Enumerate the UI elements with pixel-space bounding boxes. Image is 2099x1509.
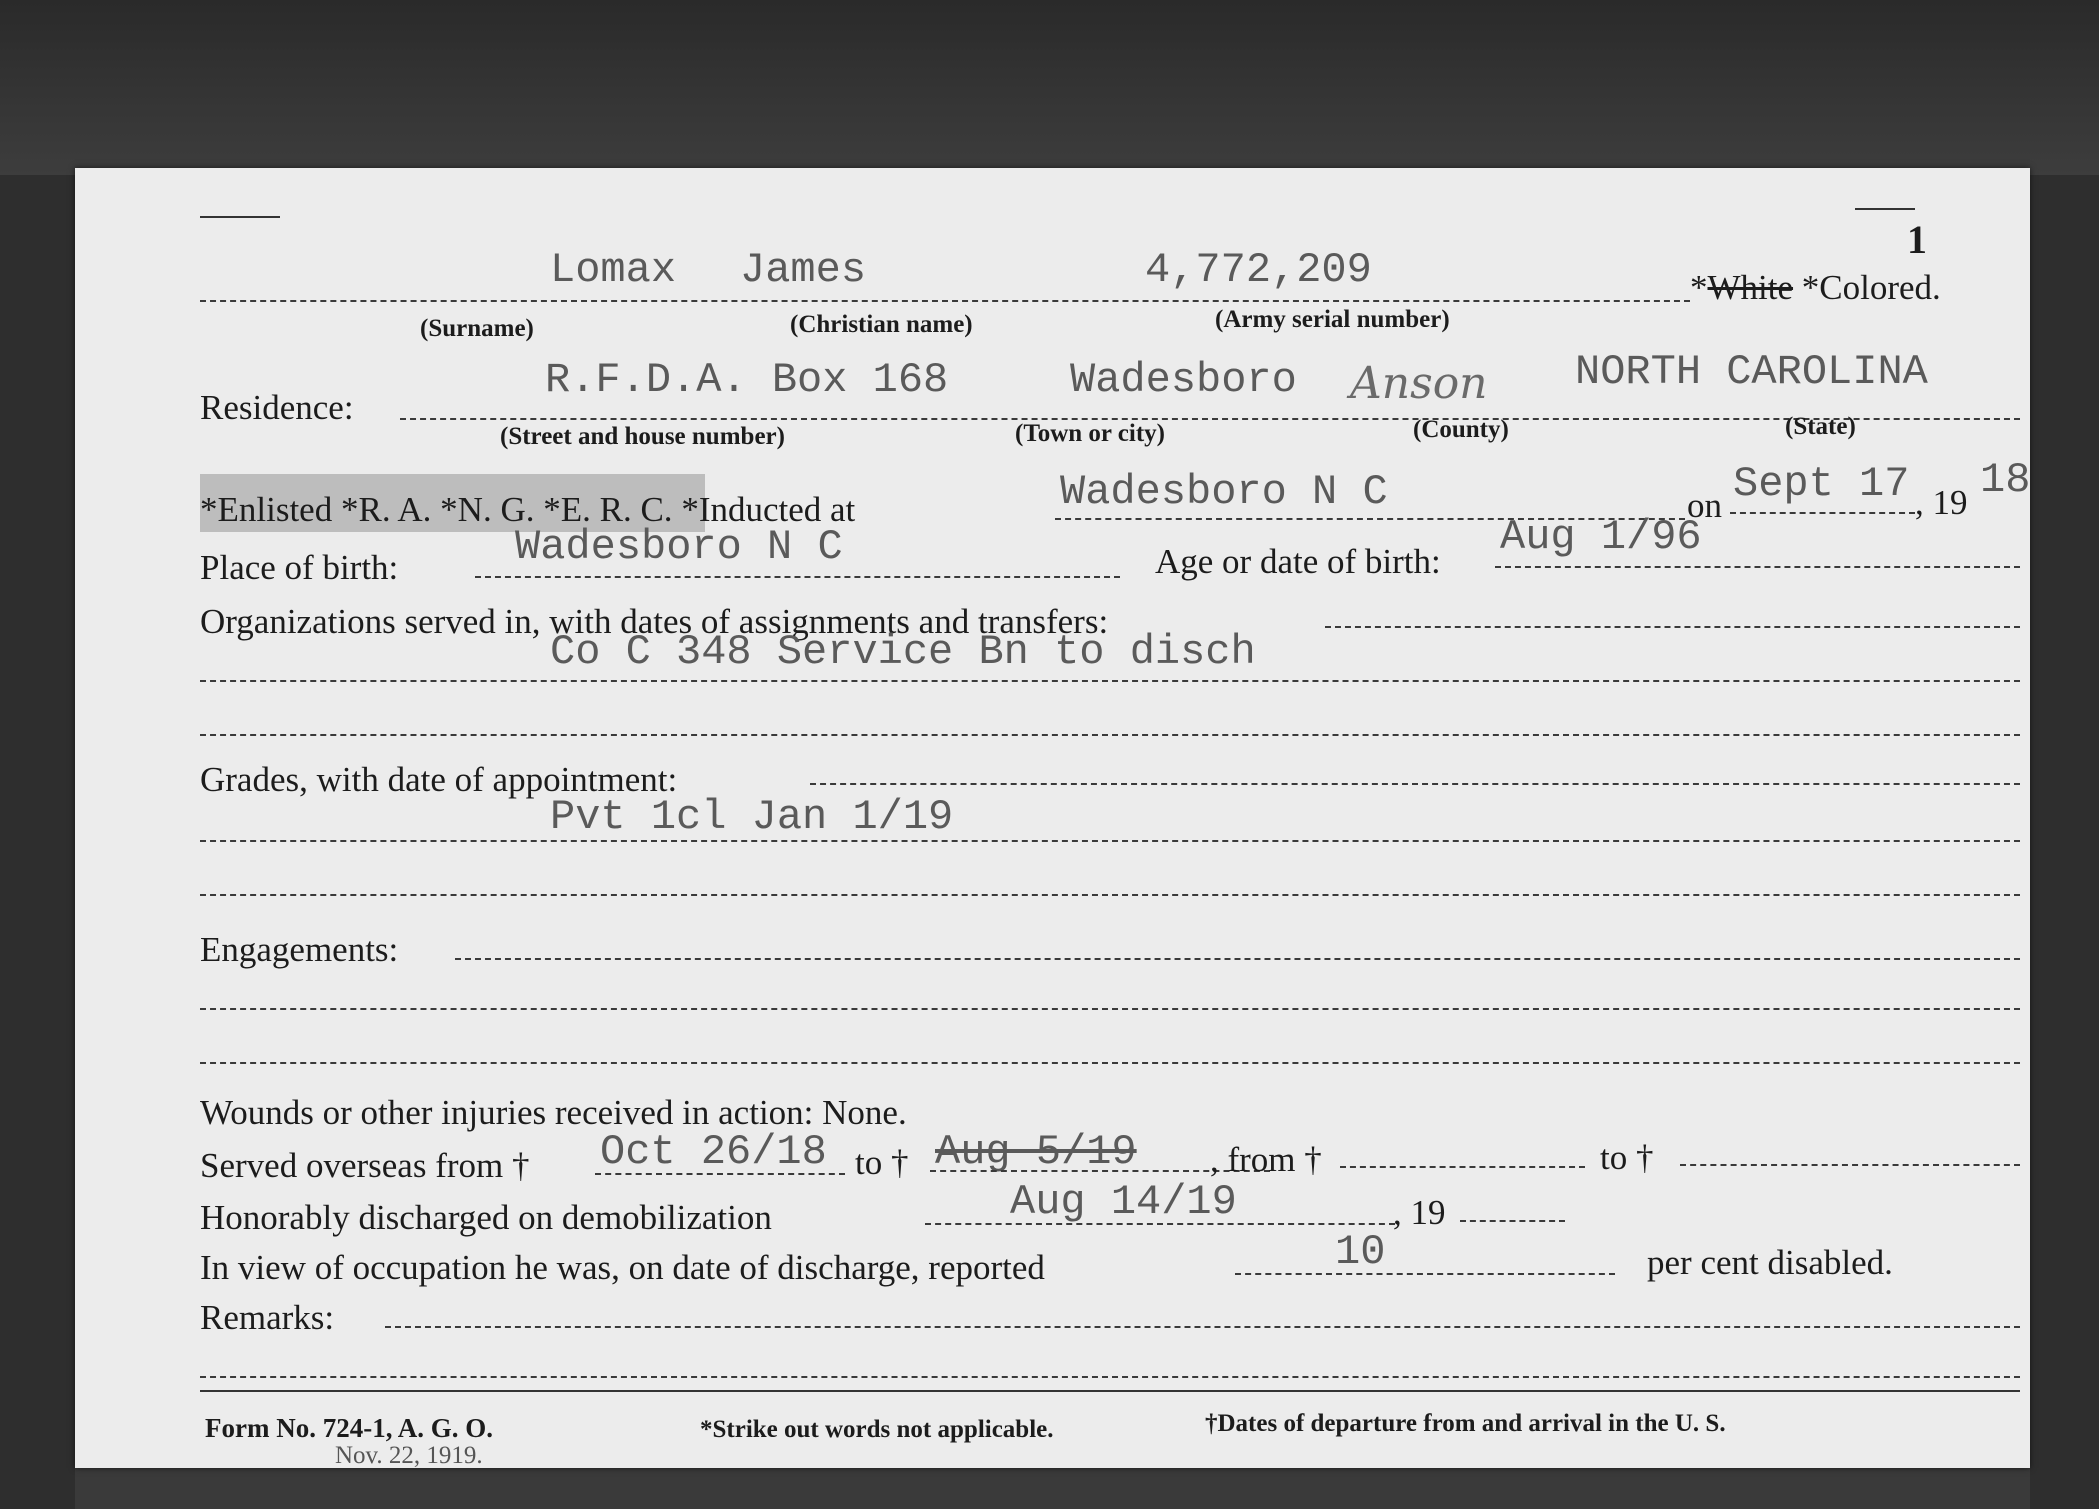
engagements-label: Engagements: [200, 930, 399, 969]
county-value: Anson [1350, 358, 1488, 409]
residence-line [400, 418, 2020, 420]
street-value: R.F.D.A. Box 168 [545, 356, 949, 404]
ra-option: *R. A. [340, 490, 432, 529]
serial-number-value: 4,772,209 [1145, 246, 1372, 294]
birth-date-line [1495, 566, 2020, 568]
town-value: Wadesboro [1070, 356, 1297, 404]
overseas-from2-line [1340, 1166, 1585, 1168]
remarks-line-2 [200, 1376, 2020, 1378]
form-date: Nov. 22, 1919. [335, 1442, 483, 1469]
name-line [200, 300, 1690, 302]
serial-caption: (Army serial number) [1215, 306, 1450, 333]
birth-date-value: Aug 1/96 [1500, 513, 1702, 561]
residence-label: Residence: [200, 388, 354, 427]
dates-note: †Dates of departure from and arrival in the U. S. [1205, 1410, 1726, 1437]
organizations-line-2 [200, 680, 2020, 682]
disability-label: In view of occupation he was, on date of discharge, reported [200, 1248, 1045, 1287]
discharge-label: Honorably discharged on demobilization [200, 1198, 772, 1237]
organizations-line-3 [200, 734, 2020, 736]
remarks-line-1 [385, 1326, 2020, 1328]
enlisted-option: *Enlisted [200, 490, 333, 529]
engagements-line-2 [200, 1008, 2020, 1010]
grades-line-3 [200, 894, 2020, 896]
disability-suffix: per cent disabled. [1647, 1243, 1893, 1282]
town-caption: (Town or city) [1015, 420, 1165, 447]
surname-caption: (Surname) [420, 315, 534, 342]
inducted-place-value: Wadesboro N C [1060, 468, 1388, 516]
overseas-to2-label: to † [1600, 1138, 1654, 1177]
overseas-to2-line [1680, 1164, 2020, 1166]
card-number: 1 [1907, 217, 1927, 262]
grades-value: Pvt 1cl Jan 1/19 [550, 793, 954, 841]
inducted-label: *Inducted at [681, 490, 856, 529]
overseas-from2-label: , from † [1210, 1140, 1322, 1179]
christian-caption: (Christian name) [790, 311, 973, 338]
discharge-line [925, 1223, 1395, 1225]
discharge-year-line [1460, 1220, 1565, 1222]
overseas-from-line [595, 1173, 845, 1175]
overseas-from-value: Oct 26/18 [600, 1128, 827, 1176]
discharge-year-label: , 19 [1393, 1193, 1446, 1232]
engagements-line-3 [200, 1062, 2020, 1064]
footer-rule [200, 1390, 2020, 1392]
colored-label: Colored. [1819, 268, 1941, 307]
year-prefix: , 19 [1915, 483, 1968, 522]
engagements-line-1 [455, 958, 2020, 960]
state-caption: (State) [1785, 413, 1856, 440]
ng-option: *N. G. [440, 490, 535, 529]
form-number: Form No. 724-1, A. G. O. [205, 1413, 493, 1443]
state-value: NORTH CAROLINA [1575, 348, 1928, 396]
year-suffix-value: 18 [1980, 456, 2031, 504]
birth-place-line [475, 576, 1120, 578]
remarks-label: Remarks: [200, 1298, 335, 1337]
disability-percent-value: 10 [1335, 1228, 1386, 1276]
service-record-card [75, 168, 2030, 1468]
strike-note: *Strike out words not applicable. [700, 1416, 1054, 1443]
county-caption: (County) [1413, 416, 1509, 443]
age-label: Age or date of birth: [1155, 542, 1441, 581]
background-top [0, 0, 2099, 175]
overseas-to-label: to † [855, 1143, 909, 1182]
organizations-label: Organizations served in, with dates of assignments and transfers: [200, 602, 1109, 641]
overseas-to-value: Aug 5/19 [935, 1128, 1137, 1176]
grades-line-2 [200, 840, 2020, 842]
induction-date-line [1730, 512, 1915, 514]
birth-place-value: Wadesboro N C [515, 523, 843, 571]
christian-name-value: James [740, 246, 867, 294]
wounds-label: Wounds or other injuries received in action: None. [200, 1093, 907, 1132]
background-bottom [75, 1468, 2030, 1509]
overseas-label: Served overseas from † [200, 1146, 530, 1185]
street-caption: (Street and house number) [500, 423, 785, 450]
discharge-date-value: Aug 14/19 [1010, 1178, 1237, 1226]
organizations-line-1 [1325, 626, 2020, 628]
place-of-birth-label: Place of birth: [200, 548, 399, 587]
white-colored-label: *White *Colored. [1690, 268, 1941, 307]
top-left-rule [200, 216, 280, 218]
disability-line [1235, 1273, 1615, 1275]
grades-label: Grades, with date of appointment: [200, 760, 678, 799]
on-label: on [1687, 486, 1722, 525]
organizations-value: Co C 348 Service Bn to disch [550, 628, 1256, 676]
erc-option: *E. R. C. [543, 490, 673, 529]
surname-value: Lomax [550, 246, 677, 294]
white-struck: White [1707, 268, 1794, 307]
induction-date-value: Sept 17 [1733, 460, 1910, 508]
top-right-rule [1855, 208, 1915, 210]
grades-line-1 [810, 783, 2020, 785]
